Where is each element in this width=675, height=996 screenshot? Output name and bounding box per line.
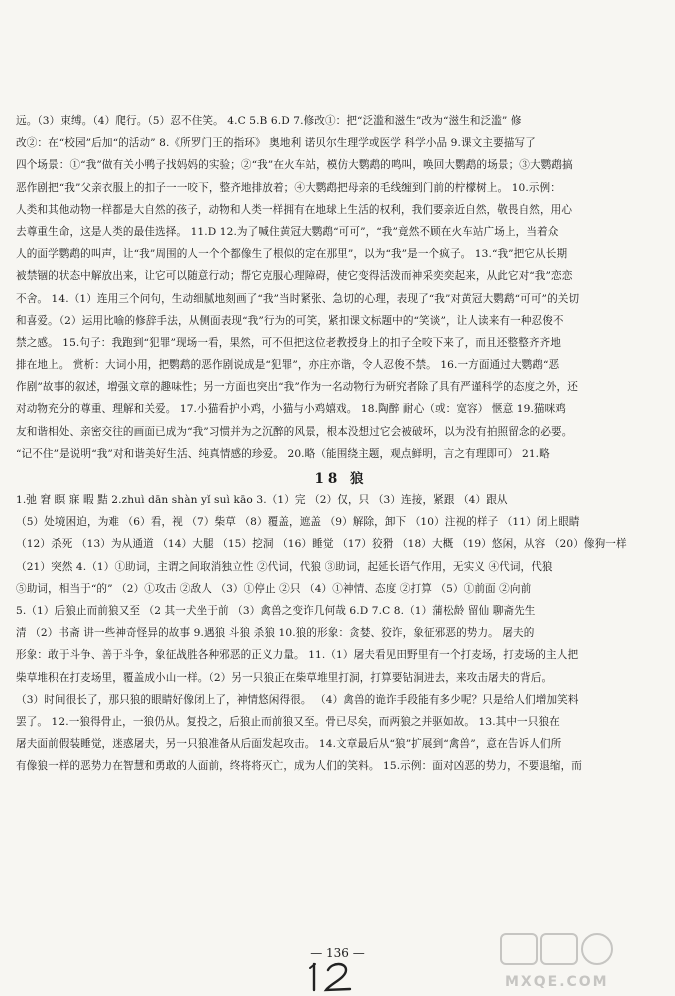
text-line: 不舍。 14.（1）连用三个问句，生动细腻地刻画了“我”当时紧张、急切的心理，表现了“我”对黄冠大鹦鹉“可可”的关切 <box>16 292 580 305</box>
text-line: 人的面学鹦鹉的叫声，让“我”周围的人一个个都像生了根似的定在那里”，以为“我”是一个疯子。 13.“我”把它从长期 <box>16 248 568 261</box>
handwritten-page-note <box>300 960 380 992</box>
text-line: （21）突然 4.（1）①助词，主谓之间取消独立性 ②代词，代狼 ③助词，起延长语气作用，无实义 ④代词，代狼 <box>16 560 553 573</box>
text-line: 1.弛 窘 瞑 寐 暇 黠 2.zhuì dān shàn yǐ suì kāo 3.（1）完 （2）仅，只 （3）连接，紧跟 （4）跟从 <box>16 494 508 506</box>
previous-lesson-answers <box>16 114 666 461</box>
answer-text-block <box>16 114 666 781</box>
page-number: — 136 — <box>310 946 365 960</box>
text-line: 排在地上。 赏析：大词小用，把鹦鹉的恶作剧说成是“犯罪”，亦庄亦谐，令人忍俊不禁。 16.一方面通过大鹦鹉“恶 <box>16 359 560 372</box>
text-line: 四个场景：①“我”做有关小鸭子找妈妈的实验；②“我”在火车站，模仿大鹦鹉的鸣叫，唤回大鹦鹉的场景；③大鹦鹉搞 <box>16 159 573 172</box>
svg-text:MXQE.COM: MXQE.COM <box>505 974 609 990</box>
lesson-18-answers <box>16 493 666 773</box>
text-line: 清 （2）书斋 讲一些神奇怪异的故事 9.遇狼 斗狼 杀狼 10.狼的形象：贪婪、狡诈，象征邪恶的势力。 屠夫的 <box>16 627 535 640</box>
text-line: 屠夫面前假装睡觉，迷惑屠夫，另一只狼准备从后面发起攻击。 14.文章最后从“狼”扩展到“禽兽”，意在告诉人们所 <box>16 738 562 751</box>
text-line: （12）杀死 （13）为从通道 （14）大腿 （15）挖洞 （16）睡觉 （17）狡猾 （18）大概 （19）悠闲，从容 （20）像狗一样 <box>16 538 627 551</box>
text-line: 被禁锢的状态中解放出来，让它可以随意行动；帮它克服心理障碍，使它变得活泼而神采奕奕起来，从此它对“我”恋恋 <box>16 270 573 283</box>
section-title: 18 狼 <box>314 471 368 487</box>
text-line: 有像狼一样的恶势力在智慧和勇敢的人面前，终将将灭亡，成为人们的笑料。 15.示例：面对凶恶的势力，不要退缩，而 <box>16 760 582 773</box>
text-line: ⑤助词，相当于“的” （2）①攻击 ②敌人 （3）①停止 ②只 （4）①神情、态度 ②打算 （5）①前面 ②向前 <box>16 582 532 595</box>
text-line: 友和谐相处、亲密交往的画面已成为“我”习惯并为之沉醉的风景，根本没想过它会被破坏，以为没有拍照留念的必要。 <box>16 425 573 438</box>
text-line: 作剧”故事的叙述，增强文章的趣味性；另一方面也突出“我”作为一名动物行为研究者除了具有严谨科学的态度之外，还 <box>16 381 578 394</box>
text-line: 去尊重生命，这是人类的最佳选择。 11.D 12.为了喊住黄冠大鹦鹉“可可”，“我”竟然不顾在火车站广场上，当着众 <box>16 225 559 238</box>
text-line: 罢了。 12.一狼得骨止，一狼仍从。复投之，后狼止而前狼又至。骨已尽矣，而两狼之并驱如故。 13.其中一只狼在 <box>16 715 560 728</box>
text-line: 和喜爱。（2）运用比喻的修辞手法，从侧面表现“我”行为的可笑，紧扣课文标题中的“笑谈”，让人读来有一种忍俊不 <box>16 314 564 327</box>
text-line: 改②：在“校园”后加“的活动” 8.《所罗门王的指环》 奥地利 诺贝尔生理学或医学 科学小品 9.课文主要描写了 <box>16 137 536 150</box>
text-line: 人类和其他动物一样都是大自然的孩子，动物和人类一样拥有在地球上生活的权利，我们要亲近自然，敬畏自然，用心 <box>16 203 573 216</box>
text-line: 对动物充分的尊重、理解和关爱。 17.小猫看护小鸡，小猫与小鸡嬉戏。 18.陶醉 耐心（或：宽容） 惬意 19.猫咪鸡 <box>16 403 566 416</box>
text-line: （5）处境困迫，为难 （6）看，视 （7）柴草 （8）覆盖，遮盖 （9）解除，卸下 （10）注视的样子 （11）闭上眼睛 <box>16 516 580 529</box>
text-line: 远。（3）束缚。（4）爬行。（5）忍不住笑。 4.C 5.B 6.D 7.修改①：把“泛滥和滋生”改为“滋生和泛滥” 修 <box>16 115 522 127</box>
text-line: 禁之感。 15.句子：我跑到“犯罪”现场一看，果然，可不但把这位老教授身上的扣子全咬下来了，而且还整整齐齐地 <box>16 336 561 349</box>
watermark-logo <box>497 930 657 990</box>
text-line: 恶作剧把“我”父亲衣服上的扣子一一咬下，整齐地排放着；④大鹦鹉把母亲的毛线缠到门前的柠檬树上。 10.示例： <box>16 181 561 194</box>
text-line: 柴草堆积在打麦场里，覆盖成小山一样。（2）另一只狼正在柴草堆里打洞，打算要钻洞进去，来攻击屠夫的背后。 <box>16 671 553 684</box>
text-line: 形象：敢于斗争、善于斗争，象征战胜各种邪恶的正义力量。 11.（1）屠夫看见田野里有一个打麦场，打麦场的主人把 <box>16 649 579 662</box>
text-line: “记不住”是说明“我”对和谐美好生活、纯真情感的珍爱。 20.略（能围绕主题，观点鲜明，言之有理即可） 21.略 <box>16 447 550 460</box>
text-line: 5.（1）后狼止而前狼又至 （2 其一犬坐于前 （3）禽兽之变诈几何哉 6.D 7.C 8.（1）蒲松龄 留仙 聊斋先生 <box>16 604 536 617</box>
text-line: （3）时间很长了，那只狼的眼睛好像闭上了，神情悠闲得很。 （4）禽兽的诡诈手段能有多少呢？只是给人们增加笑料 <box>16 693 579 706</box>
